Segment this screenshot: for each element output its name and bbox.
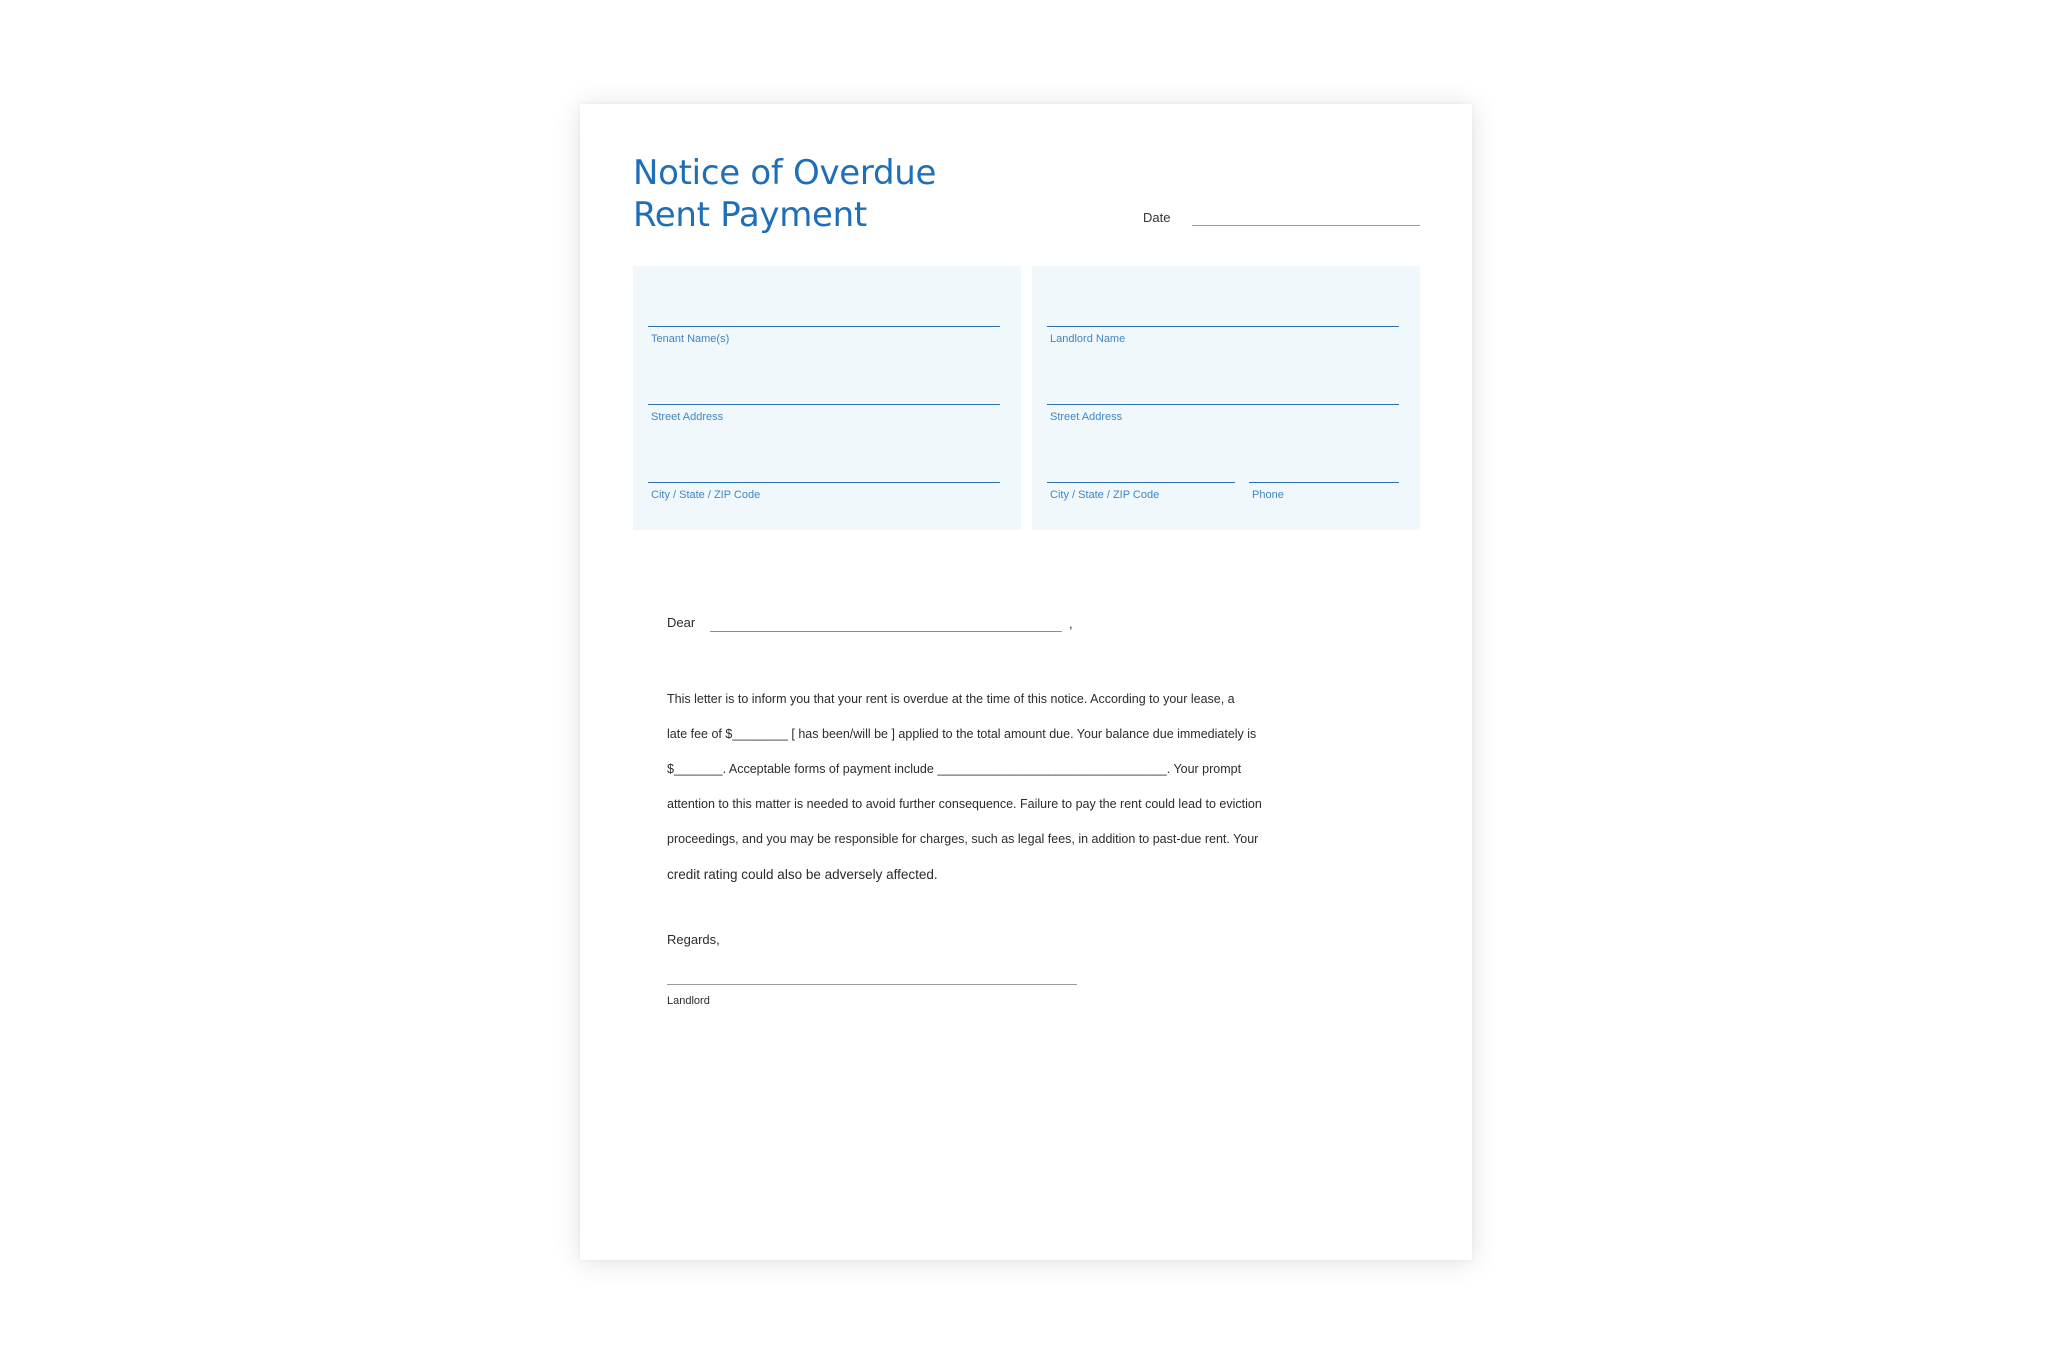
landlord-street-label: Street Address [1050, 411, 1123, 423]
landlord-city-label: City / State / ZIP Code [1050, 489, 1160, 501]
landlord-city-field[interactable] [1047, 482, 1235, 501]
tenant-city-line[interactable] [648, 482, 1000, 483]
landlord-name-line[interactable] [1047, 326, 1399, 327]
tenant-info-panel [633, 266, 1021, 530]
landlord-street-field[interactable] [1047, 404, 1399, 423]
landlord-city-line[interactable] [1047, 482, 1235, 483]
tenant-name-line[interactable] [648, 326, 1000, 327]
date-label: Date [1143, 210, 1171, 225]
body-line-3: $_______. Acceptable forms of payment include _________________________________. Your prompt [667, 762, 1242, 776]
tenant-city-field[interactable] [648, 482, 1000, 501]
recipient-name-field[interactable] [710, 631, 1062, 632]
title-line-1: Notice of Overdue [633, 153, 937, 193]
landlord-phone-line[interactable] [1249, 482, 1399, 483]
body-line-4: attention to this matter is needed to avoid further consequence. Failure to pay the rent could lead to eviction [667, 797, 1262, 811]
landlord-name-label: Landlord Name [1050, 333, 1126, 345]
letter-body [667, 682, 1347, 892]
closing-text: Regards, [667, 932, 720, 947]
body-line-1: This letter is to inform you that your rent is overdue at the time of this notice. According to your lease, a [667, 692, 1235, 706]
tenant-city-label: City / State / ZIP Code [651, 489, 761, 501]
landlord-phone-label: Phone [1252, 489, 1284, 501]
signature-label: Landlord [667, 995, 710, 1007]
body-line-6: credit rating could also be adversely affected. [667, 867, 938, 882]
body-line-2: late fee of $________ [ has been/will be ] applied to the total amount due. Your balance due immediately is [667, 727, 1257, 741]
tenant-street-field[interactable] [648, 404, 1000, 423]
signature-field[interactable] [667, 984, 1077, 985]
title-line-2: Rent Payment [633, 195, 867, 235]
landlord-name-field[interactable] [1047, 326, 1399, 345]
salutation-comma: , [1069, 616, 1073, 631]
landlord-street-line[interactable] [1047, 404, 1399, 405]
salutation-label: Dear [667, 615, 696, 630]
date-field[interactable] [1192, 225, 1420, 226]
tenant-street-label: Street Address [651, 411, 724, 423]
landlord-phone-field[interactable] [1249, 482, 1399, 501]
notice-document [580, 104, 1472, 1260]
body-line-5: proceedings, and you may be responsible for charges, such as legal fees, in addition to past-due rent. Your [667, 832, 1259, 846]
tenant-name-field[interactable] [648, 326, 1000, 345]
tenant-name-label: Tenant Name(s) [651, 333, 730, 345]
tenant-street-line[interactable] [648, 404, 1000, 405]
landlord-info-panel [1032, 266, 1420, 530]
document-title [633, 152, 936, 236]
